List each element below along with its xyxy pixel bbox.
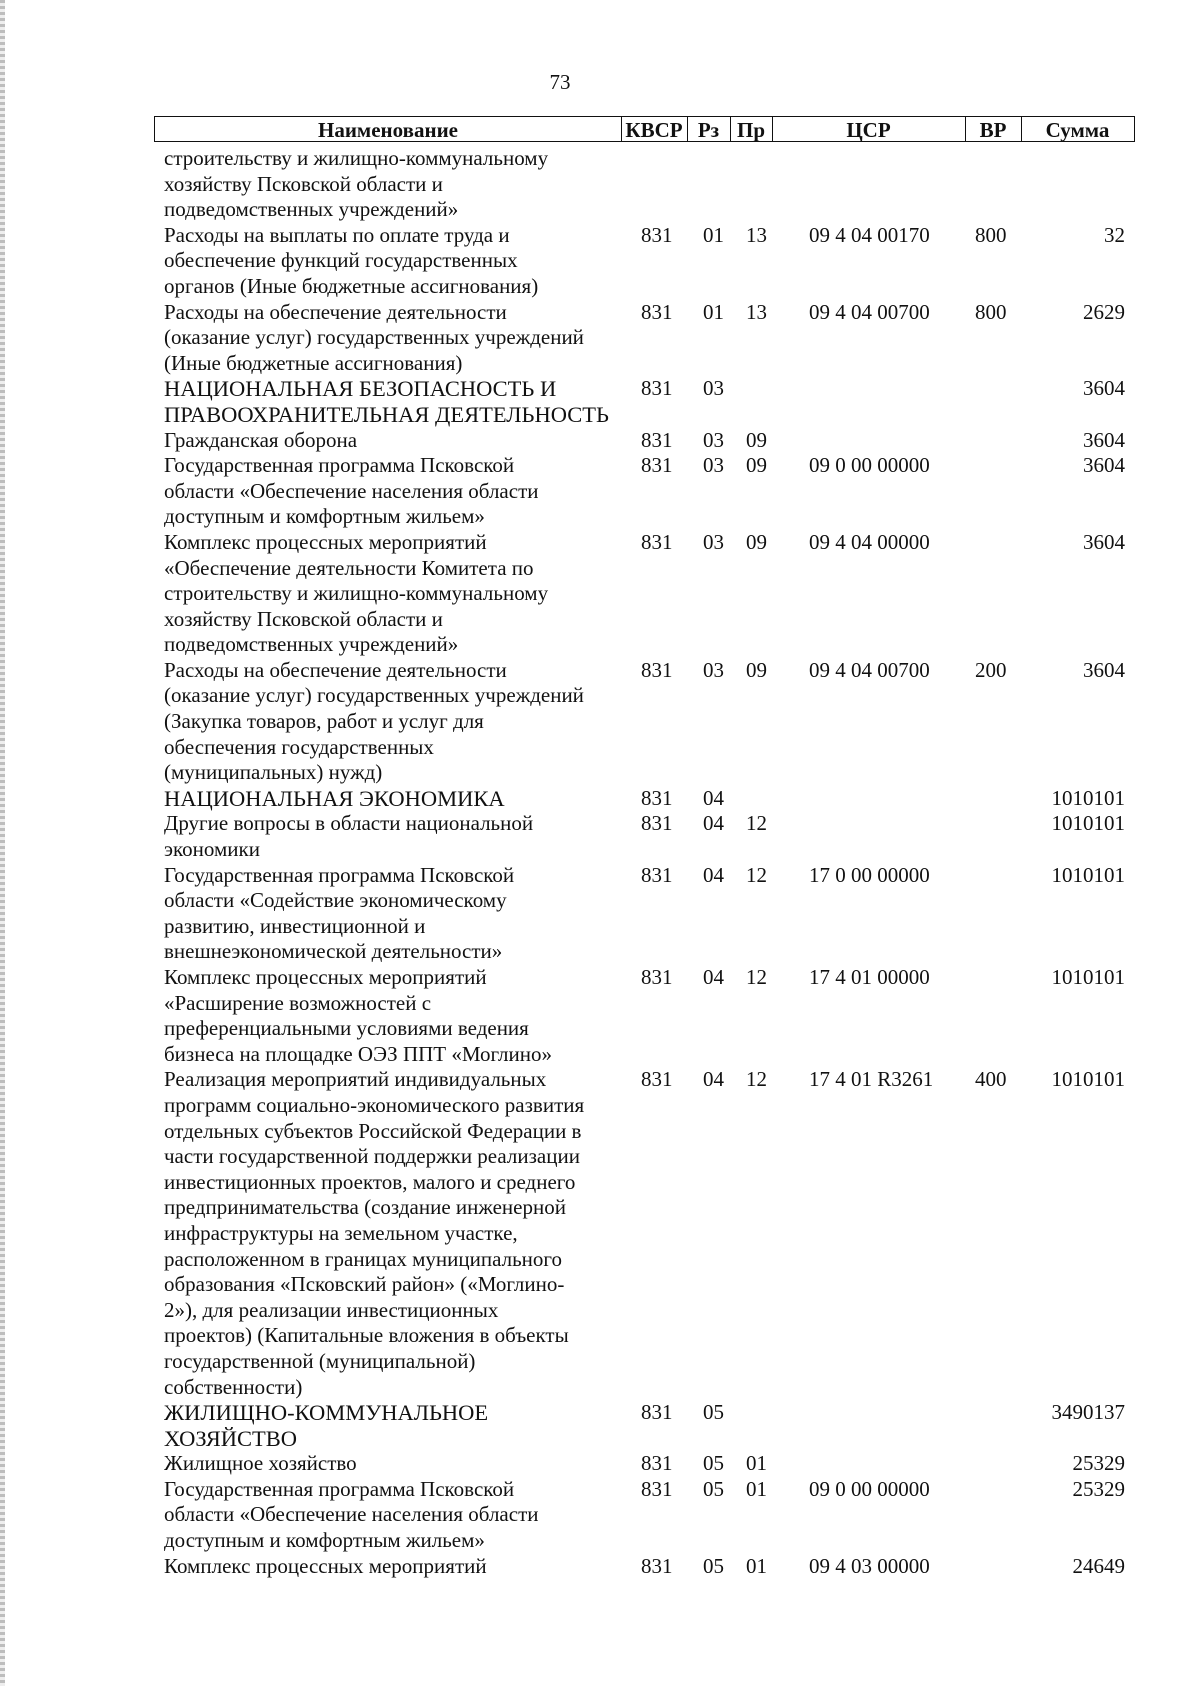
row-sum: 1010101: [1051, 965, 1125, 989]
row-rz: 05: [703, 1476, 724, 1501]
table-row: [0, 146, 1200, 223]
row-sum: 3604: [1083, 657, 1125, 682]
row-sum: 2629: [1083, 299, 1125, 324]
row-csr: 17 0 00 00000: [809, 862, 930, 887]
row-pr: 01: [746, 1553, 767, 1578]
row-pr: 13: [746, 222, 767, 247]
column-header-sum: Сумма: [1045, 118, 1110, 142]
row-rz: 04: [703, 862, 724, 887]
row-pr: 09: [746, 657, 767, 682]
row-rz: 05: [703, 1400, 724, 1425]
row-rz: 03: [703, 427, 724, 452]
table-row: [0, 376, 1200, 427]
row-name: Комплекс процессных мероприятий «Обеспечение деятельности Комитета по строительству и жилищно-коммунальному хозяйству Псковской области и подведомственных учреждений»: [164, 529, 549, 657]
row-sum: 3490137: [1051, 1400, 1125, 1425]
row-rz: 05: [703, 1553, 724, 1578]
row-sum: 24649: [1072, 1553, 1125, 1578]
table-row: [0, 300, 1200, 377]
row-vr: 800: [975, 222, 1007, 247]
row-kvsr: 831: [641, 1553, 673, 1578]
row-name: Комплекс процессных мероприятий «Расширение возможностей с преференциальными условиями ведения бизнеса на площадке ОЭЗ ППТ «Моглино»: [164, 965, 553, 1066]
table-row: [0, 1067, 1200, 1400]
row-kvsr: 831: [641, 427, 673, 452]
row-pr: 12: [746, 811, 767, 836]
row-name: Комплекс процессных мероприятий: [164, 1553, 487, 1578]
row-name: Расходы на выплаты по оплате труда и обеспечение функций государственных органов (Иные бюджетные ассигнования): [164, 222, 539, 298]
table-row: [0, 223, 1200, 300]
row-pr: 09: [746, 427, 767, 452]
row-name: Государственная программа Псковской области «Содействие экономическому развитию, инвестиционной и внешнеэкономической деятельности»: [164, 862, 515, 964]
row-name: Гражданская оборона: [164, 427, 358, 452]
row-pr: 01: [746, 1476, 767, 1501]
table-header: [154, 116, 1135, 142]
row-sum: 3604: [1083, 376, 1125, 401]
table-row: [0, 453, 1200, 530]
row-kvsr: 831: [641, 862, 673, 887]
row-sum: 1010101: [1051, 811, 1125, 836]
row-name: Расходы на обеспечение деятельности (оказание услуг) государственных учреждений (Иные бюджетные ассигнования): [164, 299, 584, 375]
row-rz: 05: [703, 1451, 724, 1476]
row-kvsr: 831: [641, 657, 673, 682]
page-number: 73: [549, 70, 571, 94]
table-row: [0, 658, 1200, 786]
row-pr: 13: [746, 299, 767, 324]
table-row: [0, 786, 1200, 812]
row-sum: 3604: [1083, 453, 1125, 478]
row-kvsr: 831: [641, 1400, 673, 1425]
row-kvsr: 831: [641, 811, 673, 836]
table-row: [0, 1477, 1200, 1554]
row-csr: 09 0 00 00000: [809, 1476, 930, 1501]
table-row: [0, 863, 1200, 965]
row-name: НАЦИОНАЛЬНАЯ БЕЗОПАСНОСТЬ И ПРАВООХРАНИТЕЛЬНАЯ ДЕЯТЕЛЬНОСТЬ: [164, 376, 609, 427]
row-kvsr: 831: [641, 376, 673, 401]
row-sum: 1010101: [1051, 1067, 1125, 1092]
row-csr: 09 4 04 00700: [809, 299, 930, 324]
table-row: [0, 1554, 1200, 1580]
row-name: Другие вопросы в области национальной экономики: [164, 811, 534, 862]
column-header-pr: Пр: [736, 118, 765, 142]
column-header-rz: Рз: [697, 118, 720, 142]
row-kvsr: 831: [641, 1451, 673, 1476]
row-sum: 25329: [1072, 1476, 1125, 1501]
column-header-vr: ВР: [979, 118, 1007, 142]
row-name: НАЦИОНАЛЬНАЯ ЭКОНОМИКА: [164, 785, 505, 811]
row-kvsr: 831: [641, 222, 673, 247]
row-sum: 3604: [1083, 427, 1125, 452]
row-pr: 12: [746, 965, 767, 989]
row-rz: 03: [703, 453, 724, 478]
table-body: [0, 146, 1200, 1579]
table-row: [0, 1400, 1200, 1451]
row-kvsr: 831: [641, 299, 673, 324]
row-name: Государственная программа Псковской области «Обеспечение населения области доступным и комфортным жильем»: [164, 453, 539, 529]
row-rz: 04: [703, 811, 724, 836]
row-csr: 09 4 04 00000: [809, 529, 930, 554]
row-rz: 03: [703, 376, 724, 401]
row-name: Государственная программа Псковской области «Обеспечение населения области доступным и комфортным жильем»: [164, 1476, 539, 1553]
row-rz: 03: [703, 657, 724, 682]
row-vr: 800: [975, 299, 1007, 324]
row-rz: 01: [703, 222, 724, 247]
row-sum: 25329: [1072, 1451, 1125, 1476]
row-csr: 09 4 03 00000: [809, 1553, 930, 1578]
row-kvsr: 831: [641, 453, 673, 478]
row-sum: 1010101: [1051, 862, 1125, 887]
table-row: [0, 530, 1200, 658]
row-sum: 1010101: [1051, 785, 1125, 810]
row-csr: 09 4 04 00170: [809, 222, 930, 247]
row-rz: 04: [703, 1067, 724, 1092]
row-kvsr: 831: [641, 965, 673, 989]
row-csr: 09 0 00 00000: [809, 453, 930, 478]
row-pr: 09: [746, 453, 767, 478]
row-rz: 04: [703, 785, 724, 810]
row-name: ЖИЛИЩНО-КОММУНАЛЬНОЕ ХОЗЯЙСТВО: [164, 1400, 489, 1451]
table-row: [0, 811, 1200, 862]
row-pr: 12: [746, 1067, 767, 1092]
column-header-kvsr: КВСР: [625, 118, 683, 142]
row-name: строительству и жилищно-коммунальному хозяйству Псковской области и подведомственных учреждений»: [164, 146, 549, 222]
row-rz: 03: [703, 529, 724, 554]
row-pr: 09: [746, 529, 767, 554]
row-csr: 09 4 04 00700: [809, 657, 930, 682]
row-pr: 12: [746, 862, 767, 887]
row-csr: 17 4 01 R3261: [809, 1067, 934, 1092]
row-name: Расходы на обеспечение деятельности (оказание услуг) государственных учреждений (Закупка товаров, работ и услуг для обеспечения государственных (муниципальных) нужд): [164, 657, 584, 785]
row-csr: 17 4 01 00000: [809, 965, 930, 989]
row-name: Реализация мероприятий индивидуальных программ социально-экономического развития отдельных субъектов Российской Федерации в части государственной поддержки реализации инвестиционных проектов, малого и среднего предпринимательства (создание инженерной инфраструктуры на земельном участке, расположенном в границах муниципального образования «Псковский район» («Моглино- 2»), для реализации инвестиционных проектов) (Капитальные вложения в объекты государственной (муниципальной) собственности): [164, 1067, 585, 1399]
row-vr: 400: [975, 1067, 1007, 1092]
row-name: Жилищное хозяйство: [164, 1451, 357, 1476]
row-pr: 01: [746, 1451, 767, 1476]
row-kvsr: 831: [641, 785, 673, 810]
row-sum: 32: [1104, 222, 1125, 247]
table-row: [0, 1451, 1200, 1477]
row-kvsr: 831: [641, 529, 673, 554]
row-sum: 3604: [1083, 529, 1125, 554]
column-header-name: Наименование: [318, 118, 458, 142]
row-rz: 04: [703, 965, 724, 989]
row-kvsr: 831: [641, 1067, 673, 1092]
row-rz: 01: [703, 299, 724, 324]
table-row: [0, 428, 1200, 454]
table-row: [0, 965, 1200, 1067]
row-vr: 200: [975, 657, 1007, 682]
column-header-csr: ЦСР: [846, 118, 891, 142]
row-kvsr: 831: [641, 1476, 673, 1501]
